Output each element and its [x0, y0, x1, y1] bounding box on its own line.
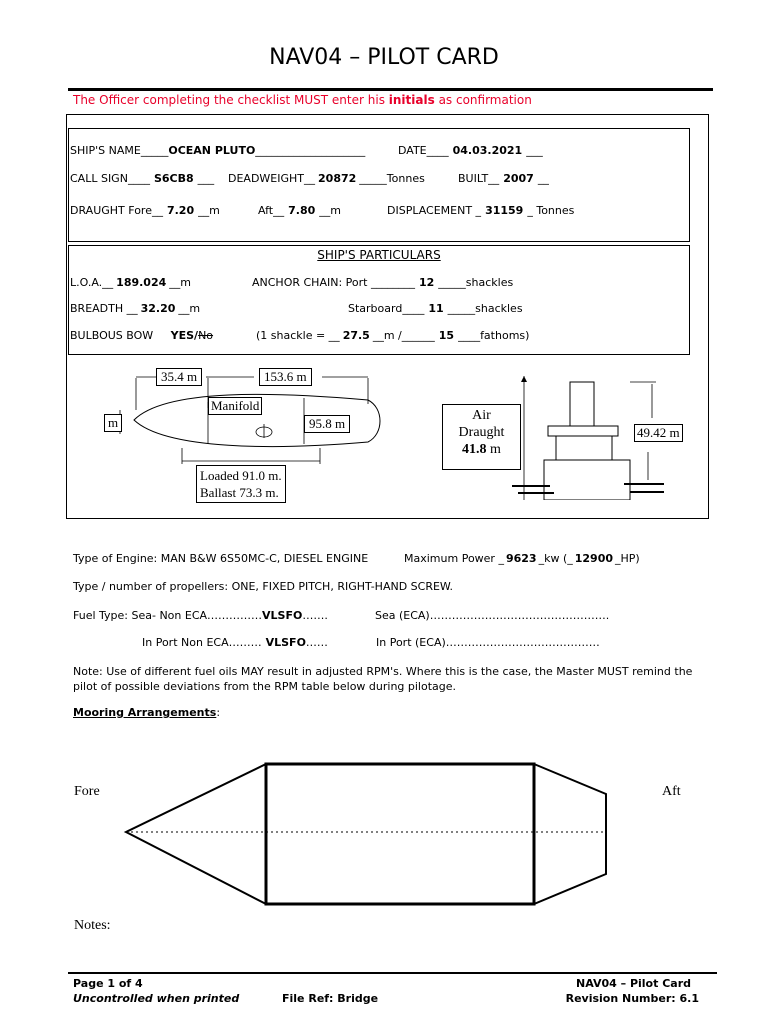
bulbous-bow-row [70, 329, 213, 342]
page-title: NAV04 – PILOT CARD [269, 45, 499, 70]
footer-doc: NAV04 – Pilot Card [576, 977, 691, 990]
date-blank: ___ [526, 144, 543, 157]
starboard-row [348, 302, 523, 315]
footer-page: Page 1 of 4 [73, 977, 143, 990]
ship-name-label: SHIP'S NAME_____ [70, 144, 169, 157]
air-value: 41.8 [462, 442, 487, 457]
breadth-m-box: m [104, 414, 122, 432]
deadweight-row [228, 172, 425, 185]
manifold-box: Manifold [208, 397, 262, 415]
mooring-ship-outline [120, 758, 612, 908]
breadth-unit: __m [178, 302, 201, 315]
footer-revision: Revision Number: 6.1 [565, 992, 699, 1005]
footer-file-ref: File Ref: Bridge [282, 992, 379, 1005]
max-power-row [404, 552, 640, 565]
power-kw-unit: _kw (_ [538, 552, 573, 565]
draught-fore-unit: __m [198, 204, 220, 217]
fuel-sea-dots: ……. [302, 609, 328, 622]
officer-instruction [73, 93, 532, 107]
draught-fore-label: DRAUGHT Fore__ [70, 204, 163, 217]
fuel-port-dots: …… [305, 636, 328, 649]
fuel-port-label: In Port Non ECA……… [142, 636, 262, 649]
displacement-value: 31159 [485, 204, 524, 217]
instruction-text-a: The Officer completing the checklist MUST enter his [73, 93, 389, 107]
mooring-heading-colon: : [216, 706, 221, 719]
built-blank: __ [537, 172, 549, 185]
bulbous-no: No [198, 329, 214, 342]
date-label: DATE____ [398, 144, 449, 157]
call-sign-row [70, 172, 214, 185]
fuel-note [73, 664, 692, 694]
instruction-initials: initials [388, 93, 435, 107]
date-value: 04.03.2021 [452, 144, 523, 157]
built-value: 2007 [503, 172, 534, 185]
footer-uncontrolled: Uncontrolled when printed [73, 992, 240, 1005]
shackle-part3: ____fathoms) [458, 329, 530, 342]
dim-35-box: 35.4 m [156, 368, 202, 386]
power-label: Maximum Power _ [404, 552, 504, 565]
starboard-unit: _____shackles [447, 302, 523, 315]
breadth-value: 32.20 [140, 302, 176, 315]
breadth-label: BREADTH __ [70, 302, 138, 315]
draught-fore-row [70, 204, 220, 217]
footer-rule [68, 972, 717, 974]
air-label: Air [472, 408, 491, 423]
ship-name-value: OCEAN PLUTO [168, 144, 256, 157]
fuel-sea-value: VLSFO [262, 609, 303, 622]
shackle-m-value: 27.5 [342, 329, 370, 342]
anchor-port-unit: _____shackles [438, 276, 514, 289]
call-sign-label: CALL SIGN____ [70, 172, 150, 185]
bulbous-label: BULBOUS BOW [70, 329, 154, 342]
call-sign-blank: ___ [197, 172, 215, 185]
title-rule [68, 88, 713, 91]
dim-95-box: 95.8 m [304, 415, 350, 433]
loaded-label: Loaded 91.0 m. [200, 468, 282, 483]
ship-name-blank: ____________________ [255, 144, 366, 157]
fuel-label: Fuel Type: Sea- Non ECA…………… [73, 609, 263, 622]
power-kw-value: 9623 [505, 552, 537, 565]
bulbous-yes: YES/ [170, 329, 199, 342]
draught-aft-unit: __m [319, 204, 341, 217]
mooring-heading [73, 706, 220, 719]
displacement-unit: _ Tonnes [527, 204, 575, 217]
air-unit: m [486, 442, 501, 457]
draught-label: Draught [458, 425, 505, 440]
built-row [458, 172, 549, 185]
particulars-heading: SHIP'S PARTICULARS [317, 248, 441, 262]
starboard-label: Starboard____ [348, 302, 425, 315]
deadweight-value: 20872 [318, 172, 357, 185]
fuel-port-eca: In Port (ECA)…………………………………… [376, 636, 600, 649]
displacement-label: DISPLACEMENT _ [387, 204, 482, 217]
fuel-sea-row [73, 609, 328, 622]
anchor-label: ANCHOR CHAIN: Port ________ [252, 276, 415, 289]
breadth-row [70, 302, 200, 315]
draught-aft-value: 7.80 [288, 204, 316, 217]
power-hp-unit: _HP) [615, 552, 640, 565]
draught-fore-value: 7.20 [166, 204, 195, 217]
fuel-port-value: VLSFO [265, 636, 306, 649]
fore-label: Fore [74, 784, 100, 799]
power-hp-value: 12900 [574, 552, 614, 565]
draught-aft-label: Aft__ [258, 204, 285, 217]
call-sign-value: S6CB8 [153, 172, 194, 185]
built-label: BUILT__ [458, 172, 500, 185]
engine-type: Type of Engine: MAN B&W 6S50MC-C, DIESEL ENGINE [73, 552, 369, 565]
deadweight-label: DEADWEIGHT__ [228, 172, 316, 185]
shackle-fathom-value: 15 [438, 329, 455, 342]
loa-value: 189.024 [116, 276, 167, 289]
fuel-note-line1: Note: Use of different fuel oils MAY result in adjusted RPM's. Where this is the case, the Master MUST remind the [73, 665, 693, 678]
loa-label: L.O.A.__ [70, 276, 114, 289]
instruction-text-b: as confirmation [434, 93, 532, 107]
fuel-note-line2: pilot of possible deviations from the RPM table below during pilotage. [73, 680, 457, 693]
aft-label: Aft [662, 784, 681, 799]
starboard-value: 11 [428, 302, 444, 315]
displacement-row [387, 204, 574, 217]
fuel-port-row [142, 636, 328, 649]
shackle-part1: (1 shackle = __ [256, 329, 340, 342]
fuel-sea-eca: Sea (ECA)…………………………………………. [375, 609, 610, 622]
dim-49-box: 49.42 m [634, 424, 683, 442]
mooring-heading-text: Mooring Arrangements [73, 706, 217, 719]
ship-name-row [70, 144, 365, 157]
deadweight-unit: _____Tonnes [359, 172, 425, 185]
notes-label: Notes: [74, 918, 111, 933]
loa-unit: __m [169, 276, 191, 289]
anchor-port-value: 12 [418, 276, 435, 289]
shackle-part2: __m /______ [372, 329, 435, 342]
dim-153-box: 153.6 m [259, 368, 312, 386]
anchor-port-row [252, 276, 513, 289]
loa-row [70, 276, 191, 289]
draught-aft-row [258, 204, 341, 217]
date-row [398, 144, 543, 157]
ballast-label: Ballast 73.3 m. [200, 485, 279, 500]
propellers-line: Type / number of propellers: ONE, FIXED PITCH, RIGHT-HAND SCREW. [73, 580, 454, 593]
shackle-length-row [256, 329, 529, 342]
loaded-ballast-box [196, 465, 286, 503]
